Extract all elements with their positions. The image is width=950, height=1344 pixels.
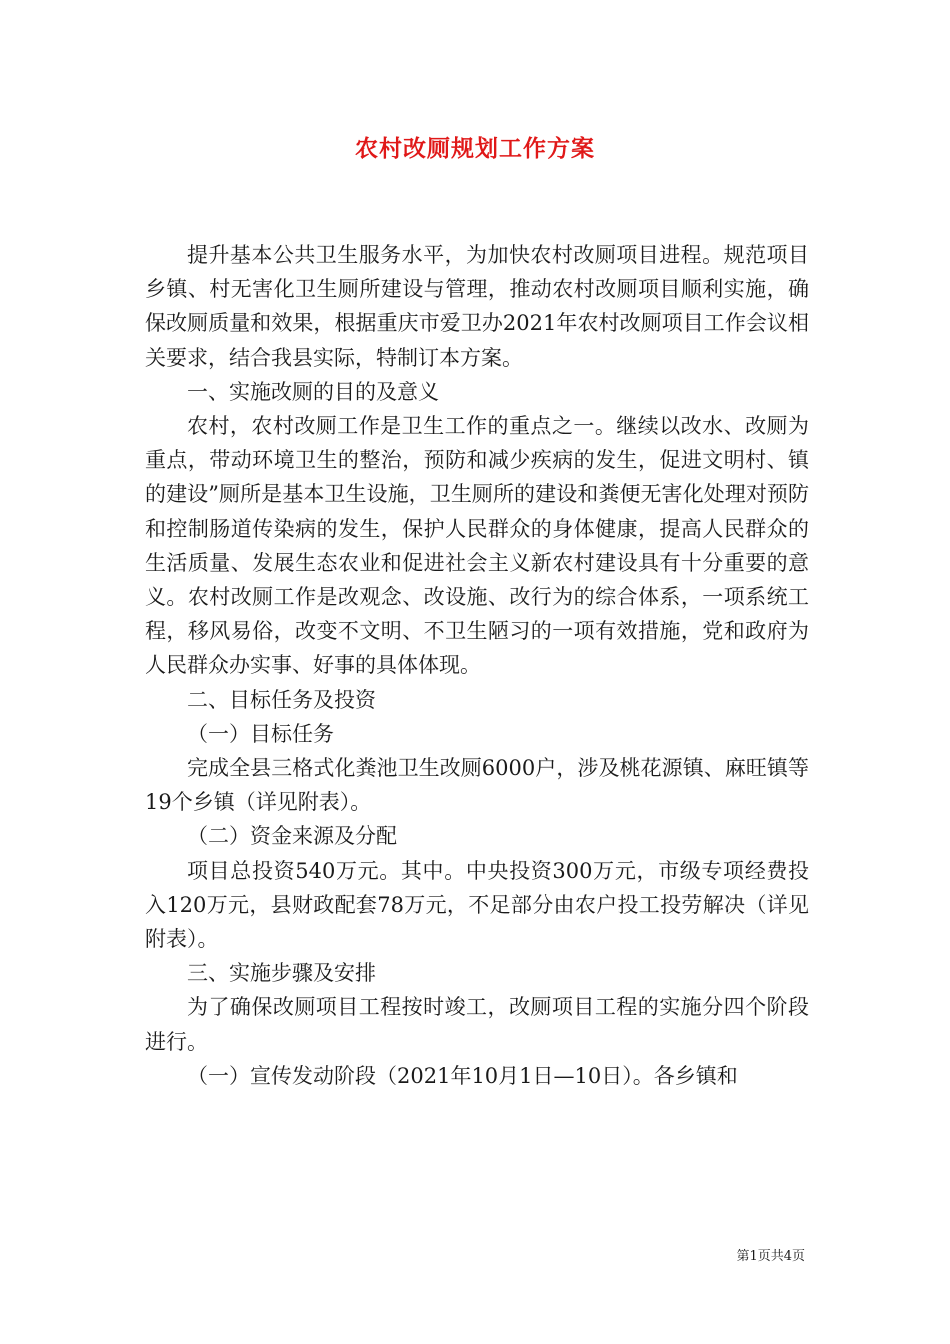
- intro-paragraph: 提升基本公共卫生服务水平，为加快农村改厕项目进程。规范项目乡镇、村无害化卫生厕所建设与管理，推动农村改厕项目顺利实施，确保改厕质量和效果，根据重庆市爱卫办2021年农村改厕项目工作会议相关要求，结合我县实际，特制订本方案。: [145, 243, 809, 370]
- section-heading-purpose: 一、实施改厕的目的及意义: [187, 379, 439, 404]
- section-heading-targets: 二、目标任务及投资: [187, 687, 376, 712]
- funding-paragraph: 项目总投资540万元。其中。中央投资300万元，市级专项经费投入120万元，县财政配套78万元，不足部分由农户投工投劳解决（详见附表）。: [145, 858, 809, 952]
- steps-paragraph: 为了确保改厕项目工程按时竣工，改厕项目工程的实施分四个阶段进行。: [145, 995, 809, 1054]
- document-title: 农村改厕规划工作方案: [355, 135, 595, 162]
- target-tasks-paragraph: 完成全县三格式化粪池卫生改厕6000户，涉及桃花源镇、麻旺镇等19个乡镇（详见附表）。: [145, 756, 809, 815]
- page-number-label: 第1页共4页: [736, 1249, 805, 1264]
- subheading-funding: （二）资金来源及分配: [187, 824, 397, 849]
- purpose-paragraph: 农村，农村改厕工作是卫生工作的重点之一。继续以改水、改厕为重点，带动环境卫生的整治，预防和减少疾病的发生，促进文明村、镇的建设”厕所是基本卫生设施，卫生厕所的建设和粪便无害化处理对预防和控制肠道传染病的发生，保护人民群众的身体健康，提高人民群众的生活质量、发展生态农业和促进社会主义新农村建设具有十分重要的意义。农村改厕工作是改观念、改设施、改行为的综合体系，一项系统工程，移风易俗，改变不文明、不卫生陋习的一项有效措施，党和政府为人民群众办实事、好事的具体体现。: [145, 414, 809, 678]
- document-body: [145, 238, 809, 1093]
- subheading-target-tasks: （一）目标任务: [187, 721, 334, 746]
- section-heading-steps: 三、实施步骤及安排: [187, 961, 376, 986]
- page-footer: [0, 1245, 805, 1264]
- stage-one-paragraph: （一）宣传发动阶段（2021年10月1日—10日）。各乡镇和: [187, 1063, 738, 1088]
